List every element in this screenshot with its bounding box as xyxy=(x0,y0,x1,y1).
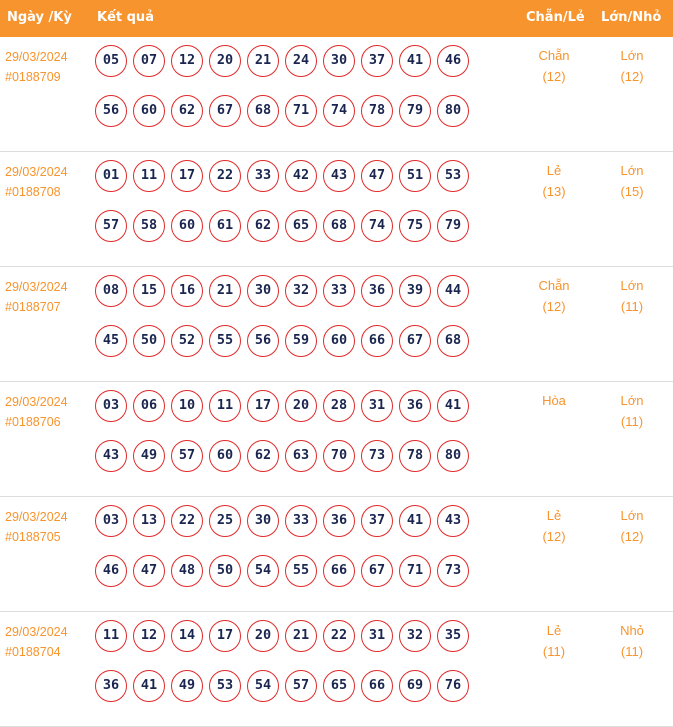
number-ball: 43 xyxy=(323,160,355,192)
size-cell xyxy=(602,620,662,662)
number-line xyxy=(95,620,475,670)
number-ball: 41 xyxy=(133,670,165,702)
draw-date: 29/03/2024 xyxy=(5,165,68,179)
draw-id: #0188709 xyxy=(5,70,61,84)
draw-date-cell xyxy=(5,392,68,432)
draw-date-cell xyxy=(5,622,68,662)
number-ball: 36 xyxy=(95,670,127,702)
number-ball: 71 xyxy=(399,555,431,587)
number-ball: 35 xyxy=(437,620,469,652)
number-ball: 17 xyxy=(247,390,279,422)
number-ball: 71 xyxy=(285,95,317,127)
number-ball: 46 xyxy=(95,555,127,587)
number-ball: 57 xyxy=(171,440,203,472)
number-ball: 41 xyxy=(437,390,469,422)
number-ball: 16 xyxy=(171,275,203,307)
draw-row xyxy=(0,152,673,267)
draw-row xyxy=(0,382,673,497)
number-ball: 50 xyxy=(209,555,241,587)
number-ball: 47 xyxy=(361,160,393,192)
number-ball: 62 xyxy=(171,95,203,127)
draw-date: 29/03/2024 xyxy=(5,625,68,639)
number-ball: 41 xyxy=(399,505,431,537)
number-ball: 60 xyxy=(133,95,165,127)
number-ball: 61 xyxy=(209,210,241,242)
size-result: Lớn xyxy=(620,393,644,408)
number-ball: 39 xyxy=(399,275,431,307)
size-count: (11) xyxy=(620,414,644,429)
number-ball: 10 xyxy=(171,390,203,422)
size-cell xyxy=(602,160,662,202)
draw-date-cell xyxy=(5,507,68,547)
size-count: (11) xyxy=(620,299,644,314)
number-line xyxy=(95,45,475,95)
number-ball: 12 xyxy=(171,45,203,77)
draw-id: #0188704 xyxy=(5,645,61,659)
draw-date-cell xyxy=(5,162,68,202)
number-ball: 21 xyxy=(209,275,241,307)
number-ball: 31 xyxy=(361,620,393,652)
number-ball: 08 xyxy=(95,275,127,307)
number-ball: 43 xyxy=(95,440,127,472)
number-ball: 33 xyxy=(323,275,355,307)
number-ball: 66 xyxy=(361,670,393,702)
number-ball: 74 xyxy=(323,95,355,127)
number-ball: 47 xyxy=(133,555,165,587)
parity-cell xyxy=(524,45,584,87)
number-ball: 70 xyxy=(323,440,355,472)
number-ball: 68 xyxy=(437,325,469,357)
number-ball: 48 xyxy=(171,555,203,587)
number-line xyxy=(95,505,475,555)
draw-row xyxy=(0,267,673,382)
parity-cell xyxy=(524,505,584,547)
number-ball: 57 xyxy=(95,210,127,242)
number-line xyxy=(95,95,475,145)
number-ball: 13 xyxy=(133,505,165,537)
parity-count: (12) xyxy=(542,529,566,544)
size-count: (11) xyxy=(620,644,644,659)
number-ball: 54 xyxy=(247,670,279,702)
number-ball: 36 xyxy=(361,275,393,307)
number-ball: 45 xyxy=(95,325,127,357)
number-line xyxy=(95,555,475,605)
number-ball: 73 xyxy=(361,440,393,472)
number-ball: 68 xyxy=(323,210,355,242)
parity-cell xyxy=(524,390,584,411)
number-ball: 51 xyxy=(399,160,431,192)
size-result: Lớn xyxy=(620,163,644,178)
size-count: (15) xyxy=(620,184,644,199)
number-ball: 78 xyxy=(361,95,393,127)
draw-id: #0188706 xyxy=(5,415,61,429)
parity-column-header: Chẵn/Lẻ xyxy=(526,10,585,25)
parity-count: (12) xyxy=(542,299,566,314)
number-ball: 52 xyxy=(171,325,203,357)
number-ball: 33 xyxy=(285,505,317,537)
number-ball: 41 xyxy=(399,45,431,77)
number-ball: 66 xyxy=(361,325,393,357)
draw-id: #0188708 xyxy=(5,185,61,199)
number-ball: 43 xyxy=(437,505,469,537)
number-ball: 32 xyxy=(399,620,431,652)
number-ball: 74 xyxy=(361,210,393,242)
size-result: Lớn xyxy=(620,278,644,293)
parity-result: Chẵn xyxy=(538,278,570,293)
number-ball: 11 xyxy=(95,620,127,652)
number-ball: 25 xyxy=(209,505,241,537)
number-ball: 75 xyxy=(399,210,431,242)
number-ball: 69 xyxy=(399,670,431,702)
number-ball: 79 xyxy=(437,210,469,242)
number-ball: 67 xyxy=(361,555,393,587)
date-column-header: Ngày /Kỳ xyxy=(7,10,72,25)
number-ball: 60 xyxy=(323,325,355,357)
number-ball: 37 xyxy=(361,45,393,77)
size-result: Nhỏ xyxy=(620,623,644,638)
number-line xyxy=(95,390,475,440)
number-ball: 55 xyxy=(209,325,241,357)
number-line xyxy=(95,440,475,490)
number-ball: 65 xyxy=(323,670,355,702)
number-ball: 12 xyxy=(133,620,165,652)
number-ball: 07 xyxy=(133,45,165,77)
number-ball: 21 xyxy=(247,45,279,77)
number-ball: 68 xyxy=(247,95,279,127)
number-ball: 14 xyxy=(171,620,203,652)
number-ball: 20 xyxy=(247,620,279,652)
size-cell xyxy=(602,390,662,432)
parity-result: Lẻ xyxy=(546,508,562,523)
number-ball: 28 xyxy=(323,390,355,422)
parity-count: (13) xyxy=(542,184,566,199)
number-ball: 55 xyxy=(285,555,317,587)
parity-result: Chẵn xyxy=(538,48,570,63)
number-ball: 50 xyxy=(133,325,165,357)
size-result: Lớn xyxy=(620,508,644,523)
number-ball: 03 xyxy=(95,390,127,422)
number-ball: 03 xyxy=(95,505,127,537)
number-ball: 33 xyxy=(247,160,279,192)
result-numbers xyxy=(95,45,475,145)
parity-count: (11) xyxy=(542,644,566,659)
number-ball: 30 xyxy=(247,505,279,537)
number-line xyxy=(95,670,475,720)
result-numbers xyxy=(95,620,475,720)
number-ball: 60 xyxy=(209,440,241,472)
number-ball: 49 xyxy=(133,440,165,472)
number-ball: 79 xyxy=(399,95,431,127)
number-ball: 17 xyxy=(209,620,241,652)
number-ball: 22 xyxy=(171,505,203,537)
number-ball: 31 xyxy=(361,390,393,422)
draw-date: 29/03/2024 xyxy=(5,395,68,409)
size-cell xyxy=(602,505,662,547)
size-column-header: Lớn/Nhỏ xyxy=(601,10,662,25)
number-ball: 65 xyxy=(285,210,317,242)
number-ball: 42 xyxy=(285,160,317,192)
number-ball: 30 xyxy=(323,45,355,77)
number-ball: 36 xyxy=(399,390,431,422)
number-line xyxy=(95,210,475,260)
number-ball: 62 xyxy=(247,440,279,472)
number-ball: 44 xyxy=(437,275,469,307)
number-ball: 22 xyxy=(323,620,355,652)
number-ball: 60 xyxy=(171,210,203,242)
parity-cell xyxy=(524,160,584,202)
draw-row xyxy=(0,37,673,152)
number-ball: 62 xyxy=(247,210,279,242)
result-numbers xyxy=(95,390,475,490)
draw-id: #0188705 xyxy=(5,530,61,544)
number-ball: 63 xyxy=(285,440,317,472)
size-count: (12) xyxy=(620,69,644,84)
number-ball: 24 xyxy=(285,45,317,77)
size-cell xyxy=(602,45,662,87)
draw-id: #0188707 xyxy=(5,300,61,314)
draw-date-cell xyxy=(5,277,68,317)
number-ball: 57 xyxy=(285,670,317,702)
number-ball: 67 xyxy=(399,325,431,357)
number-ball: 66 xyxy=(323,555,355,587)
number-ball: 32 xyxy=(285,275,317,307)
number-ball: 01 xyxy=(95,160,127,192)
draw-row xyxy=(0,497,673,612)
draw-date-cell xyxy=(5,47,68,87)
parity-count: (12) xyxy=(542,69,566,84)
parity-result: Lẻ xyxy=(546,163,562,178)
number-ball: 46 xyxy=(437,45,469,77)
number-ball: 54 xyxy=(247,555,279,587)
parity-result: Hòa xyxy=(542,393,566,408)
result-column-header: Kết quả xyxy=(97,10,154,25)
number-ball: 59 xyxy=(285,325,317,357)
number-ball: 56 xyxy=(247,325,279,357)
number-ball: 80 xyxy=(437,95,469,127)
size-cell xyxy=(602,275,662,317)
number-ball: 30 xyxy=(247,275,279,307)
number-ball: 20 xyxy=(285,390,317,422)
parity-result: Lẻ xyxy=(546,623,562,638)
result-numbers xyxy=(95,505,475,605)
number-ball: 11 xyxy=(133,160,165,192)
result-numbers xyxy=(95,160,475,260)
number-ball: 53 xyxy=(437,160,469,192)
number-ball: 21 xyxy=(285,620,317,652)
number-ball: 76 xyxy=(437,670,469,702)
number-ball: 58 xyxy=(133,210,165,242)
size-result: Lớn xyxy=(620,48,644,63)
number-ball: 80 xyxy=(437,440,469,472)
parity-cell xyxy=(524,620,584,662)
number-ball: 53 xyxy=(209,670,241,702)
number-ball: 37 xyxy=(361,505,393,537)
number-ball: 05 xyxy=(95,45,127,77)
results-table-header xyxy=(0,0,673,37)
number-ball: 17 xyxy=(171,160,203,192)
draw-row xyxy=(0,612,673,727)
number-ball: 56 xyxy=(95,95,127,127)
number-ball: 11 xyxy=(209,390,241,422)
number-ball: 78 xyxy=(399,440,431,472)
draw-date: 29/03/2024 xyxy=(5,50,68,64)
number-line xyxy=(95,160,475,210)
draw-date: 29/03/2024 xyxy=(5,510,68,524)
number-ball: 06 xyxy=(133,390,165,422)
number-line xyxy=(95,325,475,375)
number-ball: 20 xyxy=(209,45,241,77)
draw-date: 29/03/2024 xyxy=(5,280,68,294)
parity-cell xyxy=(524,275,584,317)
number-ball: 22 xyxy=(209,160,241,192)
number-ball: 15 xyxy=(133,275,165,307)
size-count: (12) xyxy=(620,529,644,544)
number-ball: 73 xyxy=(437,555,469,587)
number-ball: 67 xyxy=(209,95,241,127)
number-ball: 36 xyxy=(323,505,355,537)
number-line xyxy=(95,275,475,325)
number-ball: 49 xyxy=(171,670,203,702)
result-numbers xyxy=(95,275,475,375)
